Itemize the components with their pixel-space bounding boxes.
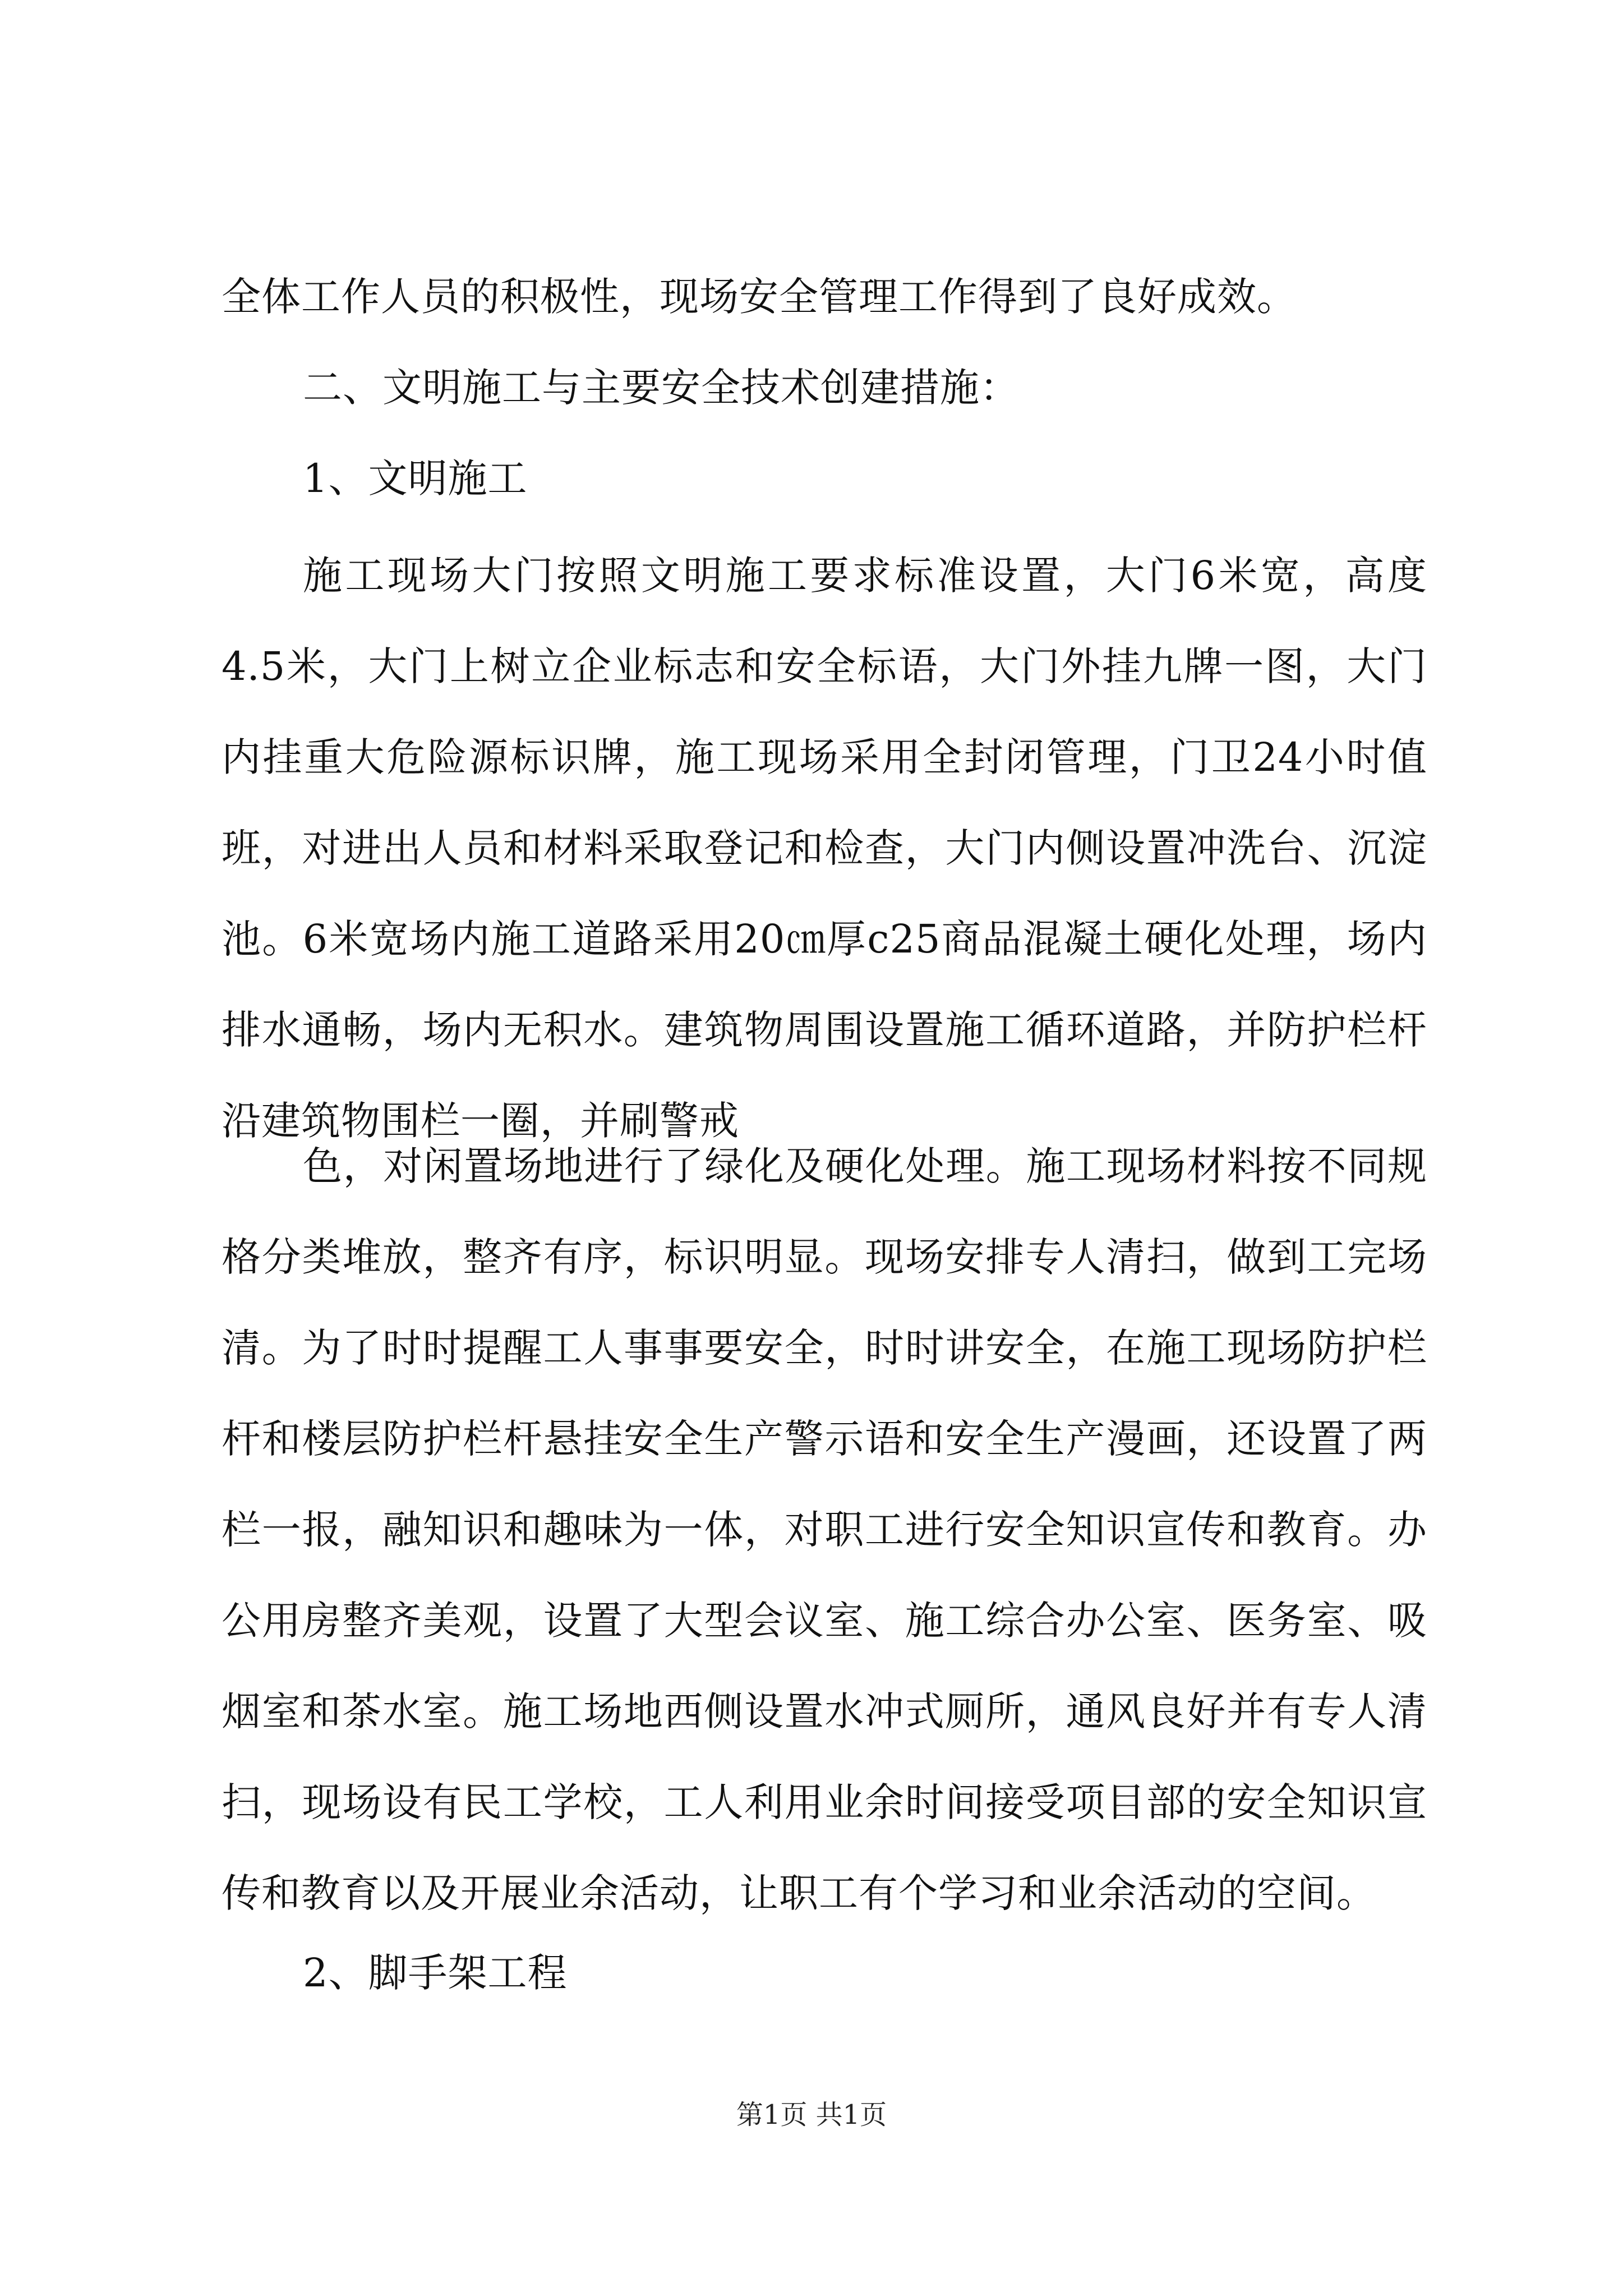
paragraph-text: 色，对闲置场地进行了绿化及硬化处理。施工现场材料按不同规格分类堆放，整齐有序，标识明显。现场安排专人清扫，做到工完场清。为了时时提醒工人事事要安全，时时讲安全，在施工现场防护栏杆和楼层防护栏杆悬挂安全生产警示语和安全生产漫画，还设置了两栏一报，融知识和趣味为一体，对职工进行安全知识宣传和教育。办公用房整齐美观，设置了大型会议室、施工综合办公室、医务室、吸烟室和茶水室。施工场地西侧设置水冲式厕所，通风良好并有专人清扫，现场设有民工学校，工人利用业余时间接受项目部的安全知识宣传和教育以及开展业余活动，让职工有个学习和业余活动的空间。 — [222, 1143, 1427, 1916]
page-number-footer: 第1页 共1页 — [736, 2099, 887, 2131]
paragraph-gate-setup — [222, 530, 1427, 1166]
section-heading: 二、文明施工与主要安全技术创建措施： — [303, 365, 1020, 411]
text-line-continuation: 全体工作人员的积极性，现场安全管理工作得到了良好成效。 — [222, 274, 1297, 320]
paragraph-site-management — [222, 1121, 1427, 1939]
paragraph-text: 施工现场大门按照文明施工要求标准设置，大门6米宽，高度4.5米，大门上树立企业标志和安全标语，大门外挂九牌一图，大门内挂重大危险源标识牌，施工现场采用全封闭管理，门卫24小时值班，对进出人员和材料采取登记和检查，大门内侧设置冲洗台、沉淀池。6米宽场内施工道路采用20㎝厚c25商品混凝土硬化处理，场内排水通畅，场内无积水。建筑物周围设置施工循环道路，并防护栏杆沿建筑物围栏一圈，并刷警戒 — [222, 553, 1427, 1144]
subsection-heading: 1、文明施工 — [303, 455, 528, 501]
subsection-heading: 2、脚手架工程 — [303, 1950, 568, 1996]
